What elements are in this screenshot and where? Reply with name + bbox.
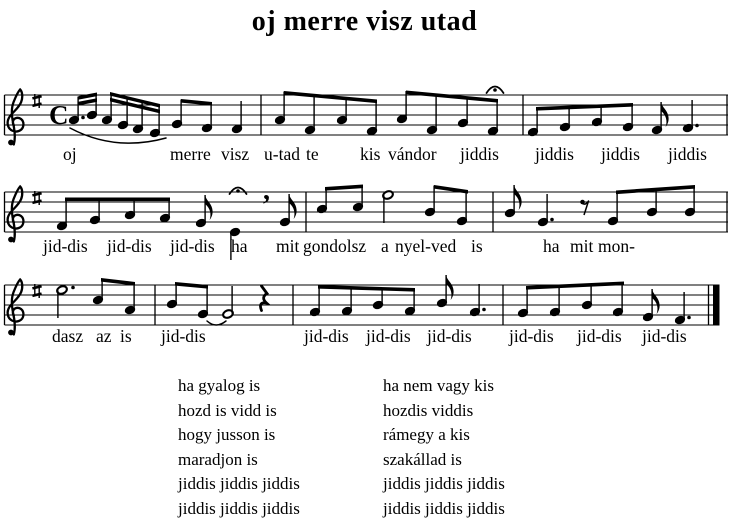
lyric-syllable: jid-dis — [161, 326, 206, 346]
verse-line: hozd is vidd is — [178, 400, 277, 420]
lyric-syllable: te — [306, 144, 319, 164]
verse-line: ha nem vagy kis — [383, 376, 494, 395]
verse-line: jiddis jiddis jiddis — [383, 474, 505, 494]
lyric-syllable: is — [471, 236, 483, 256]
svg-text:,: , — [263, 175, 270, 206]
verse-line: ha gyalog is — [178, 376, 261, 395]
verse-line: jiddis jiddis jiddis — [178, 474, 300, 494]
lyric-syllable: vándor — [388, 144, 437, 164]
lyric-syllable: jiddis — [601, 144, 640, 164]
lyric-syllable: az — [96, 326, 112, 346]
verse-line: rámegy a kis — [383, 425, 470, 445]
lyric-syllable: jid-dis — [304, 326, 349, 346]
lyric-syllable: mit — [570, 236, 594, 256]
lyric-syllable: jid-dis — [509, 326, 554, 346]
lyric-syllable: jid-dis — [366, 326, 411, 346]
lyric-syllable: jid-dis — [43, 236, 88, 256]
lyric-syllable: u-tad — [264, 144, 300, 164]
lyric-syllable: mon- — [598, 236, 635, 256]
lyric-syllable: jid-dis — [170, 236, 215, 256]
lyric-syllable: oj — [63, 144, 77, 164]
lyric-syllable: jid-dis — [642, 326, 687, 346]
lyric-syllable: jid-dis — [577, 326, 622, 346]
verse-line: jiddis jiddis jiddis — [383, 498, 505, 518]
lyric-syllable: ha — [231, 236, 248, 256]
lyric-syllable: ha — [543, 236, 560, 256]
verse-column-left — [178, 374, 300, 522]
lyric-syllable: gondolsz — [303, 236, 367, 256]
lyric-syllable: jiddis — [460, 144, 499, 164]
lyric-syllable: dasz — [52, 326, 84, 346]
verse-column-right — [383, 374, 505, 522]
lyric-syllable: a — [381, 236, 389, 256]
lyric-syllable: jid-dis — [427, 326, 472, 346]
lyric-syllable: kis — [360, 144, 381, 164]
svg-text:C: C — [49, 100, 69, 130]
verse-line: maradjon is — [178, 449, 258, 469]
lyric-syllable: is — [120, 326, 132, 346]
verse-line: jiddis jiddis jiddis — [178, 498, 300, 518]
lyric-syllable: jid-dis — [107, 236, 152, 256]
verse-line: hogy jusson is — [178, 425, 276, 445]
lyric-syllable: mit — [276, 236, 300, 256]
lyric-syllable: merre — [170, 144, 211, 164]
verse-line: szakállad is — [383, 449, 462, 469]
lyric-syllable: visz — [221, 144, 250, 164]
lyric-syllable: jiddis — [535, 144, 574, 164]
lyric-syllable: nyel-ved — [395, 236, 457, 256]
verse-line: hozdis viddis — [383, 400, 474, 420]
lyric-syllable: jiddis — [668, 144, 707, 164]
page-title: oj merre visz utad — [251, 6, 478, 37]
